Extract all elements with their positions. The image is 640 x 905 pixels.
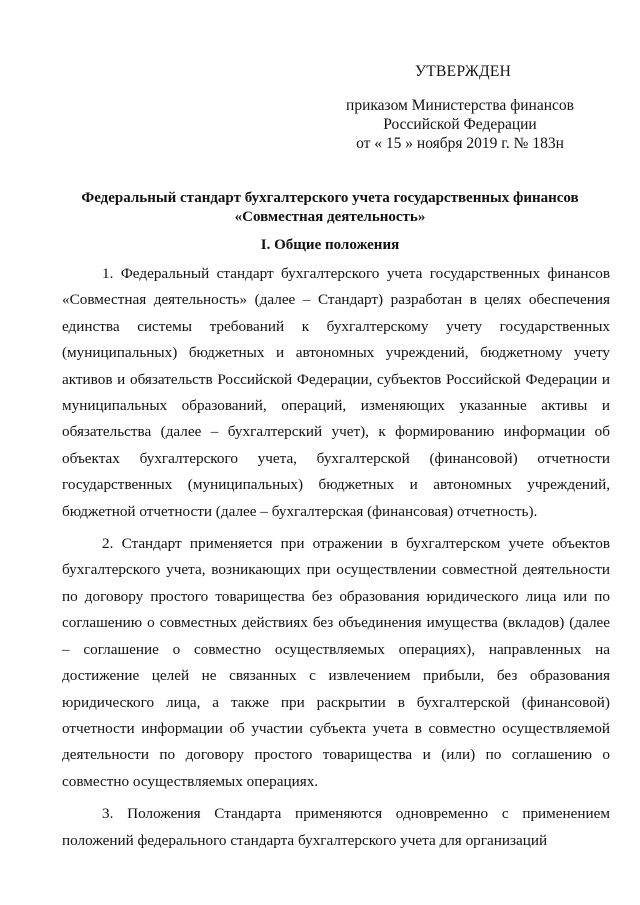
order-reference [340,96,580,153]
order-line-ministry: приказом Министерства финансов [346,97,574,114]
paragraph-3: 3. Положения Стандарта применяются одновременно с применением положений федерального стандарта бухгалтерского учета для организаций [62,805,610,849]
title-line-1: Федеральный стандарт бухгалтерского учета государственных финансов [81,190,579,206]
order-line-federation: Российской Федерации [383,116,537,133]
title-line-2: «Совместная деятельность» [234,209,426,225]
paragraph-2: 2. Стандарт применяется при отражении в бухгалтерском учете объектов бухгалтерского учета, возникающих при осуществлении совместной деятельности по договору простого товарищества без образования юридического лица или по соглашению о совместных действиях без объединения имущества (вкладов) (далее – соглашение о совместно осуществляемых операциях), направленных на достижение целей не связанных с извлечением прибыли, без образования юридического лица, а также при раскрытии в бухгалтерской (финансовой) отчетности информации об участии субъекта учета в совместно осуществляемой деятельности по договору простого товарищества и (или) по соглашению о совместно осуществляемых операциях. [62,535,610,790]
paragraph-1: 1. Федеральный стандарт бухгалтерского учета государственных финансов «Совместная деятельность» (далее – Стандарт) разработан в целях обеспечения единства системы требований к бухгалтерскому учету государственных (муниципальных) бюджетных и автономных учреждений, бюджетному учету активов и обязательств Российской Федерации, субъектов Российской Федерации и муниципальных образований, операций, изменяющих указанные активы и обязательства (далее – бухгалтерский учет), к формированию информации об объектах бухгалтерского учета, бухгалтерской (финансовой) отчетности государственных (муниципальных) бюджетных и автономных учреждений, бюджетной отчетности (далее – бухгалтерская (финансовая) отчетность). [62,265,610,520]
order-line-date-number: от « 15 » ноября 2019 г. № 183н [356,135,564,152]
document-body [62,261,610,860]
approved-stamp-text: УТВЕРЖДЕН [415,63,512,80]
document-title [60,189,600,227]
section-heading: I. Общие положения [260,237,400,253]
